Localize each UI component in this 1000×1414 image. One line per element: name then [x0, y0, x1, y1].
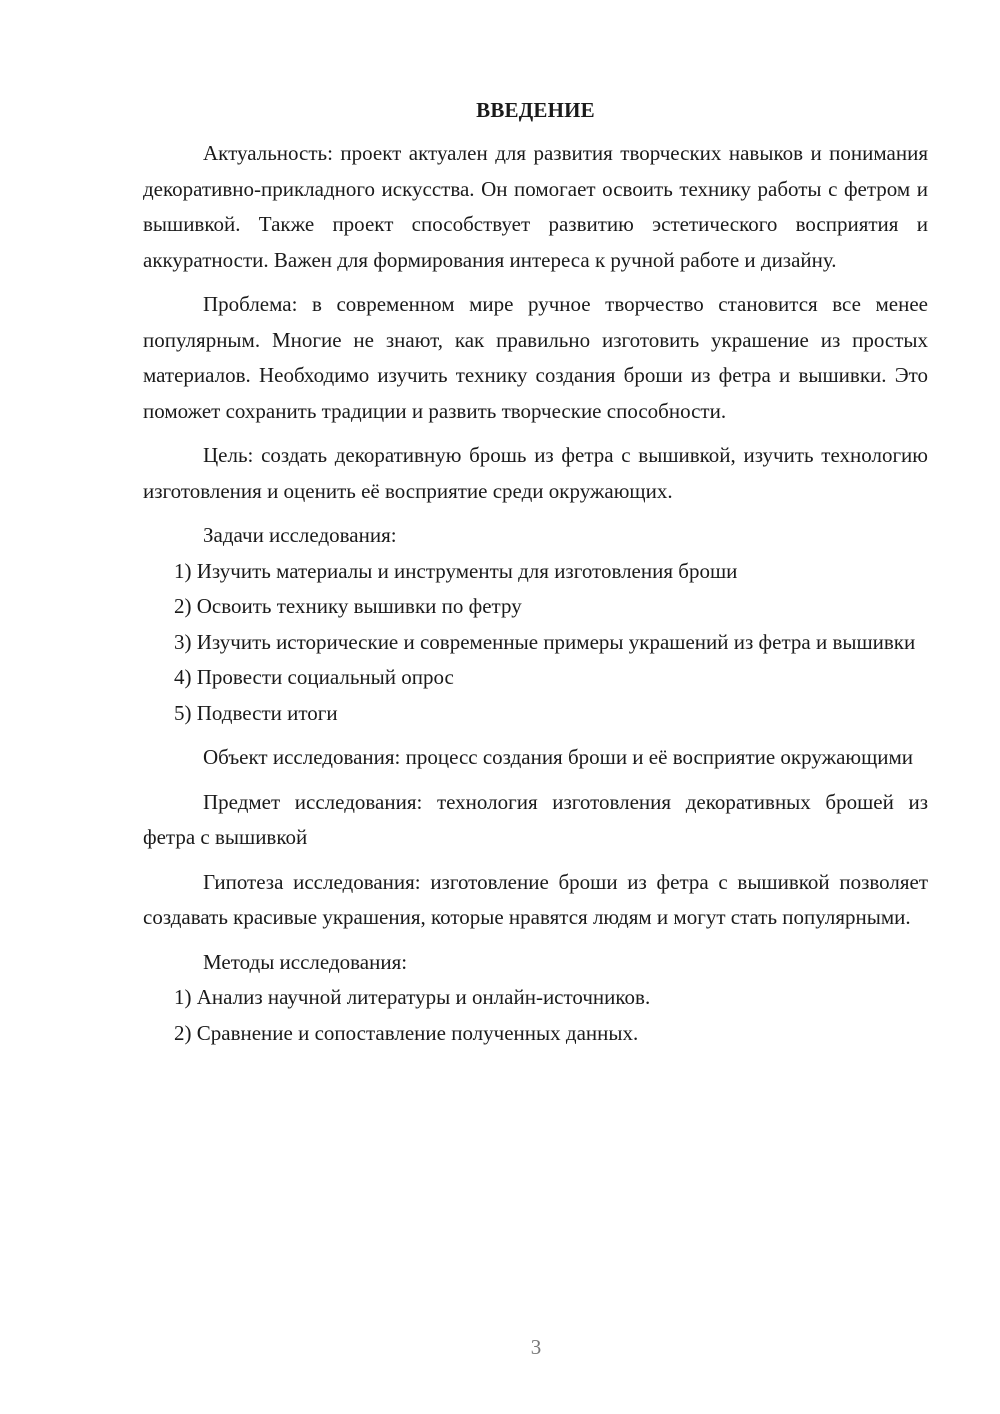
- task-item: 5) Подвести итоги: [174, 700, 338, 725]
- relevance-paragraph: Актуальность: проект актуален для развития творческих навыков и понимания декоративно-прикладного искусства. Он помогает освоить технику работы с фетром и вышивкой. Также проект способствует развитию эстетического восприятия и аккуратности. Важен для формирования интереса к ручной работе и дизайну.: [143, 141, 928, 272]
- object-paragraph: Объект исследования: процесс создания броши и её восприятие окружающими: [203, 745, 914, 769]
- document-page: [143, 92, 928, 1051]
- task-item: 2) Освоить технику вышивки по фетру: [174, 594, 522, 618]
- page-number: 3: [530, 1335, 542, 1359]
- hypothesis-paragraph: Гипотеза исследования: изготовление броши из фетра с вышивкой позволяет создавать красивые украшения, которые нравятся людям и могут стать популярными.: [143, 869, 928, 929]
- method-item: 1) Анализ научной литературы и онлайн-источников.: [174, 985, 651, 1009]
- section-title: ВВЕДЕНИЕ: [476, 98, 595, 122]
- subject-paragraph: Предмет исследования: технология изготовления декоративных брошей из фетра с вышивкой: [143, 789, 928, 849]
- methods-heading: Методы исследования:: [203, 949, 408, 974]
- task-item: 1) Изучить материалы и инструменты для изготовления броши: [174, 558, 738, 583]
- goal-paragraph: Цель: создать декоративную брошь из фетра с вышивкой, изучить технологию изготовления и оценить её восприятие среди окружающих.: [143, 443, 928, 503]
- task-item: 3) Изучить исторические и современные примеры украшений из фетра и вышивки: [174, 629, 916, 654]
- method-item: 2) Сравнение и сопоставление полученных данных.: [174, 1020, 639, 1045]
- tasks-heading: Задачи исследования:: [203, 523, 397, 547]
- task-item: 4) Провести социальный опрос: [174, 665, 454, 689]
- problem-paragraph: Проблема: в современном мире ручное творчество становится все менее популярным. Многие не знают, как правильно изготовить украшение из простых материалов. Необходимо изучить технику создания броши из фетра и вышивки. Это поможет сохранить традиции и развить творческие способности.: [143, 292, 928, 423]
